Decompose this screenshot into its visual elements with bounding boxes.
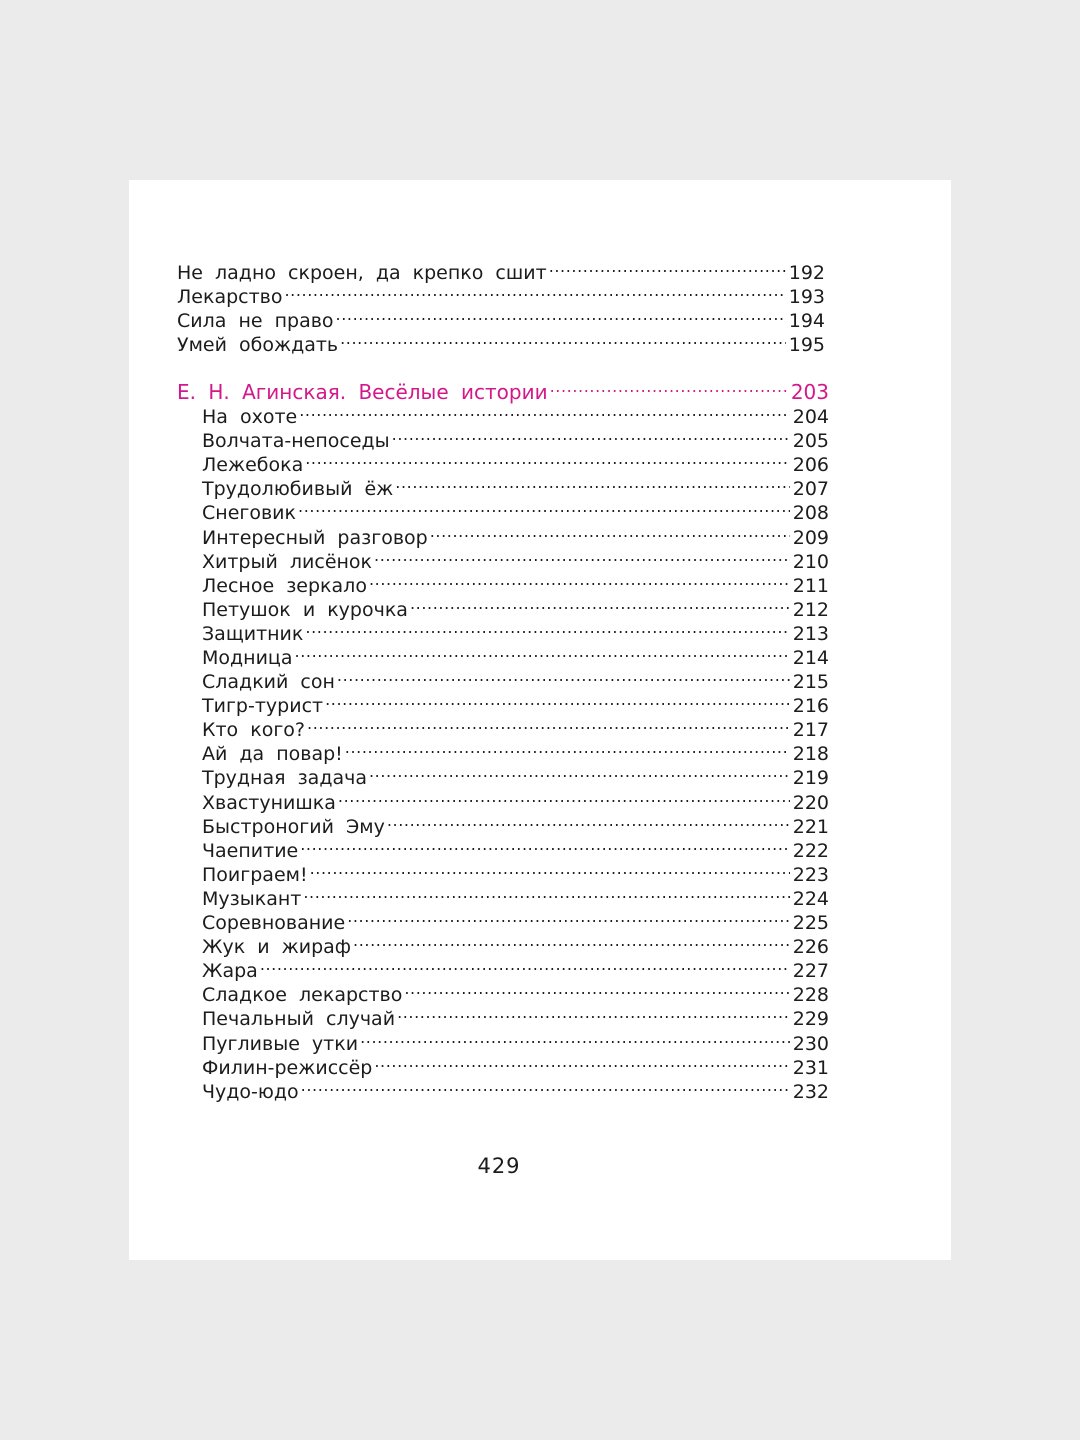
toc-entry-page: 206 (792, 454, 829, 477)
dot-leader (303, 881, 789, 905)
toc-entry-title: Музыкант (202, 887, 302, 910)
toc-entry-title: Быстроногий Эму (202, 815, 385, 838)
toc-entry-page: 226 (792, 936, 829, 959)
dot-leader (374, 544, 790, 568)
toc-entry-page: 210 (792, 550, 829, 573)
toc-entry-page: 219 (792, 767, 829, 790)
toc-entry-page: 217 (792, 719, 829, 742)
toc-entry-page: 224 (792, 887, 829, 910)
dot-leader (305, 447, 789, 471)
toc-entry-title: Тигр-турист (202, 695, 324, 718)
toc-section-aginskaya (177, 375, 829, 1103)
dot-leader (299, 399, 790, 423)
toc-entry-page: 192 (788, 262, 825, 284)
toc-entry-title: Сладкое лекарство (202, 984, 403, 1007)
toc-entry-page: 211 (792, 574, 829, 597)
toc-entry-title: Чудо-юдо (202, 1080, 299, 1103)
toc-entry-title: Трудолюбивый ёж (202, 478, 394, 501)
toc-entry-page: 213 (792, 622, 829, 645)
dot-leader (338, 785, 790, 809)
toc-entry-page: 193 (788, 286, 825, 309)
toc-section-first (177, 255, 829, 357)
toc-entry-title: Снеговик (202, 502, 297, 525)
toc-entry-page: 222 (792, 839, 829, 862)
toc-entry-title: Не ладно скроен, да крепко сшит (177, 262, 547, 284)
toc-entry-title: Лесное зеркало (202, 574, 367, 597)
toc-entry (177, 953, 829, 983)
toc-entry-page: 223 (792, 863, 829, 886)
dot-leader (305, 616, 789, 640)
dot-leader (353, 929, 790, 953)
toc-entry (177, 255, 825, 284)
dot-leader (369, 568, 790, 592)
toc-entry-page: 228 (792, 984, 829, 1007)
dot-leader (395, 471, 789, 495)
dot-leader (392, 423, 790, 447)
toc-entry-title: Волчата-непоседы (202, 430, 390, 453)
toc-entry-page: 212 (792, 598, 829, 621)
toc-entry-page: 218 (792, 743, 829, 766)
toc-entry-page: 232 (792, 1080, 829, 1103)
book-page (129, 180, 951, 1260)
dot-leader (347, 905, 790, 929)
toc-entry-title: Кто кого? (202, 719, 306, 742)
toc-entry-title: Жара (202, 960, 258, 983)
dot-leader (336, 303, 786, 327)
toc-entry-title: Защитник (202, 622, 304, 645)
dot-leader (430, 520, 790, 544)
toc-entry-title: Петушок и курочка (202, 598, 408, 621)
toc-entry-title: Хвастунишка (202, 791, 336, 814)
dot-leader (301, 1074, 790, 1098)
dot-leader (285, 279, 786, 303)
toc-entry-page: 204 (792, 406, 829, 429)
toc-entry-title: Пугливые утки (202, 1032, 359, 1055)
section-heading-title: Е. Н. Агинская. Весёлые истории (177, 379, 548, 404)
toc-entry-title: Поиграем! (202, 863, 308, 886)
dot-leader (410, 592, 790, 616)
toc-entry-title: Умей обождать (177, 334, 339, 357)
toc-entry-page: 209 (792, 526, 829, 549)
toc-entry-title: Соревнование (202, 912, 346, 935)
toc-entry-page: 227 (792, 960, 829, 983)
toc-entry-page: 215 (792, 671, 829, 694)
toc-entry-page: 225 (792, 912, 829, 935)
dot-leader (260, 953, 790, 977)
dot-leader (550, 375, 788, 399)
dot-leader (404, 977, 789, 1001)
toc-entry-title: Жук и жираф (202, 936, 352, 959)
toc-entry-title: На охоте (202, 406, 298, 429)
toc-entry-page: 231 (792, 1056, 829, 1079)
toc-entry-title: Модница (202, 647, 293, 669)
section-heading-page: 203 (790, 379, 829, 404)
dot-leader (298, 495, 790, 519)
toc-entry-page: 214 (792, 647, 829, 669)
dot-leader (369, 760, 790, 784)
toc-entry-title: Лекарство (177, 286, 283, 309)
dot-leader (340, 327, 786, 351)
dot-leader (345, 736, 790, 760)
toc-entry-page: 208 (792, 502, 829, 525)
toc-entry-title: Сладкий сон (202, 671, 335, 694)
toc-entry-title: Печальный случай (202, 1008, 396, 1031)
toc-entry-title: Филин-режиссёр (202, 1056, 373, 1079)
dot-leader (307, 712, 790, 736)
toc-entry-title: Интересный разговор (202, 526, 428, 549)
dot-leader (397, 1001, 790, 1025)
toc-entry-page: 220 (792, 791, 829, 814)
toc-entry-title: Ай да повар! (202, 743, 343, 766)
dot-leader (300, 833, 790, 857)
toc-entry-title: Хитрый лисёнок (202, 550, 373, 573)
dot-leader (310, 857, 790, 881)
toc-entry-title: Трудная задача (202, 767, 367, 790)
toc-entry-title: Лежебока (202, 454, 304, 477)
toc-entry-title: Сила не право (177, 310, 334, 333)
toc-entry-page: 230 (792, 1032, 829, 1055)
toc-entry-page: 221 (792, 815, 829, 838)
page-number: 429 (477, 1154, 521, 1178)
toc-entry-page: 194 (788, 310, 825, 333)
toc-entry-page: 229 (792, 1008, 829, 1031)
dot-leader (325, 688, 790, 712)
toc-entry-page: 207 (792, 478, 829, 501)
dot-leader (374, 1050, 789, 1074)
toc-entry (177, 977, 829, 1007)
toc-entry-page: 195 (788, 334, 825, 357)
dot-leader (549, 255, 786, 279)
dot-leader (387, 809, 790, 833)
toc-entry-page: 205 (792, 430, 829, 453)
dot-leader (295, 640, 790, 664)
toc-entry-title: Чаепитие (202, 839, 299, 862)
toc-entry-page: 216 (792, 695, 829, 718)
dot-leader (360, 1026, 790, 1050)
dot-leader (337, 664, 790, 688)
toc-section-heading (177, 375, 829, 404)
table-of-contents (177, 255, 829, 1103)
